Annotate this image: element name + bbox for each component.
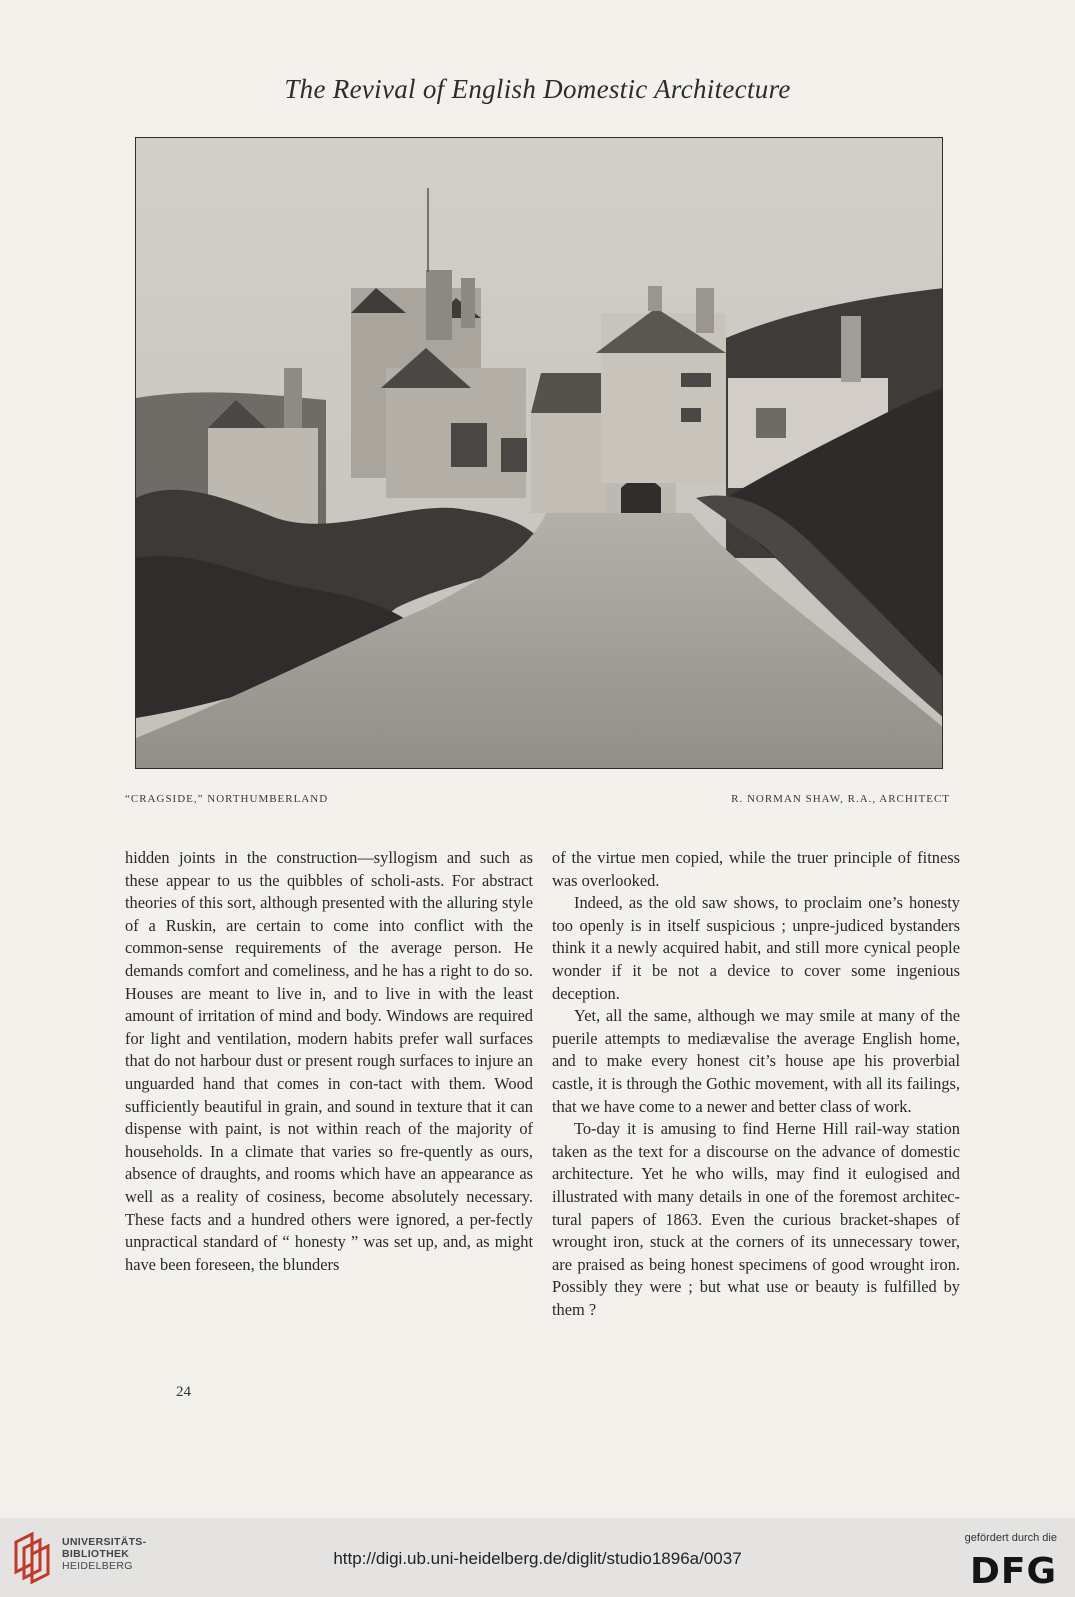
photo-plate bbox=[135, 137, 943, 769]
paragraph: hidden joints in the construction—syllogism and such as these appear to us the quibbles of scholi-asts. For abstract theories of this sort, although presented with the alluring style of a Ruskin, are certain to come into conflict with the common-sense requirements of the average person. He demands comfort and comeliness, and he has a right to do so. Houses are meant to live in, and to live in with the least amount of irritation of mind and body. Windows are required for light and ventilation, modern habits prefer wall surfaces that do not harbour dust or present rough surfaces to injure an unguarded hand that comes in con-tact with them. Wood sufficiently beautiful in grain, and sound in texture that it can dispense with paint, is not within reach of the majority of households. In a climate that varies so fre-quently as ours, absence of draughts, and rooms which have an appearance as well as a reality of cosiness, become absolutely necessary. These facts and a hundred others were ignored, a per-fectly unpractical standard of “ honesty ” was set up, and, as might have been foreseen, the blunders bbox=[125, 848, 533, 1274]
text-column-left bbox=[125, 847, 533, 1276]
plate-caption-title: “CRAGSIDE,” NORTHUMBERLAND bbox=[125, 793, 329, 805]
library-name: UNIVERSITÄTS- BIBLIOTHEK HEIDELBERG bbox=[62, 1536, 147, 1572]
permalink-url[interactable]: http://digi.ub.uni-heidelberg.de/diglit/studio1896a/0037 bbox=[333, 1549, 742, 1568]
paragraph: Indeed, as the old saw shows, to proclaim one’s honesty too openly is in itself suspicious ; unpre-judiced bystanders think it a newly acquired habit, and still more cynical people wonder if it be not a device to cover some ingenious deception. bbox=[552, 893, 960, 1003]
paragraph: Yet, all the same, although we may smile at many of the puerile attempts to mediævalise the average English home, and to make every honest cit’s house ape his proverbial castle, it is through the Gothic movement, with all its failings, that we have come to a newer and better class of work. bbox=[552, 1006, 960, 1116]
cragside-photograph bbox=[136, 138, 943, 769]
page-number: 24 bbox=[176, 1384, 191, 1400]
plate-caption-architect: R. NORMAN SHAW, R.A., ARCHITECT bbox=[731, 793, 950, 805]
text-column-right bbox=[552, 847, 960, 1321]
dfg-logo: DFG bbox=[969, 1551, 1057, 1592]
funding-note: gefördert durch die bbox=[964, 1532, 1057, 1544]
running-head: The Revival of English Domestic Architecture bbox=[284, 74, 791, 104]
paragraph: To-day it is amusing to find Herne Hill rail-way station taken as the text for a discourse on the advance of domestic architecture. Yet he who wills, may find it eulogised and illustrated with many details in one of the foremost architec-tural papers of 1863. Even the curious bracket-shapes of wrought iron, stuck at the corners of its unnecessary tower, are praised as being honest specimens of good wrought iron. Possibly they were ; but what use or beauty is fulfilled by them ? bbox=[552, 1119, 960, 1319]
digitization-footer bbox=[0, 1518, 1075, 1597]
paragraph: of the virtue men copied, while the truer principle of fitness was overlooked. bbox=[552, 848, 960, 890]
